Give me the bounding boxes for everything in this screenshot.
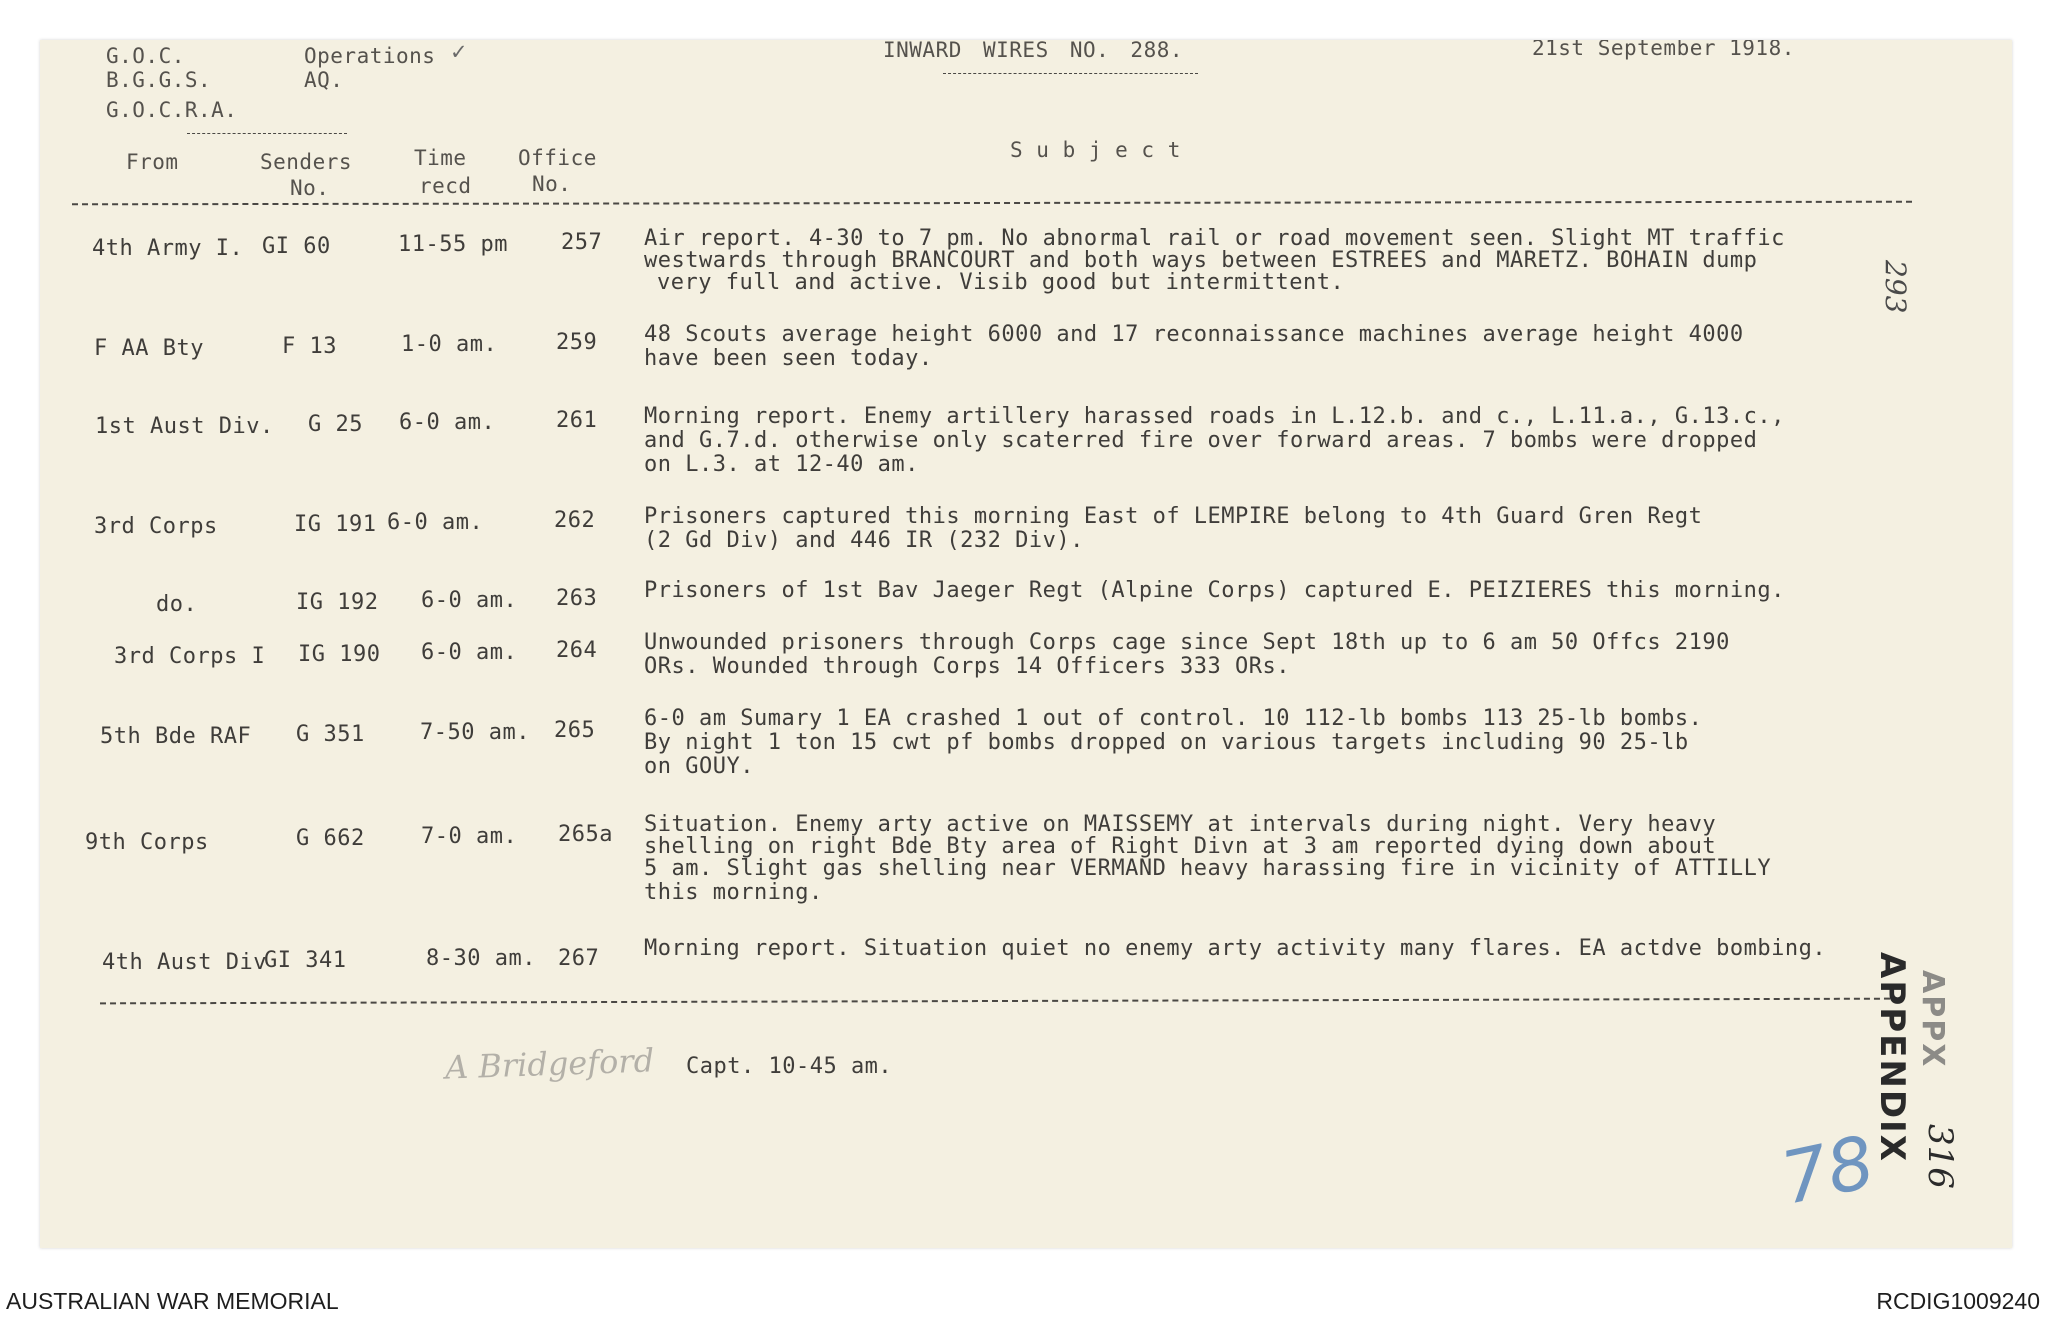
office-no-cell: 259 — [556, 330, 598, 355]
from-cell: do. — [156, 592, 198, 617]
senders-no-cell: G 351 — [296, 722, 365, 747]
from-cell: 9th Corps — [85, 830, 209, 855]
subject-line: Prisoners of 1st Bav Jaeger Regt (Alpine Corps) captured E. PEIZIERES this morning. — [644, 578, 1785, 603]
subject-line: shelling on right Bde Bty area of Right Divn at 3 am reported dying down about — [644, 834, 1717, 859]
subject-line: have been seen today. — [644, 346, 933, 371]
bottom-rule — [100, 998, 1900, 1005]
column-header-from: From — [126, 150, 179, 174]
tick-mark: ✓ — [450, 40, 469, 64]
distribution-operations: Operations — [304, 44, 436, 68]
time-cell: 7-0 am. — [421, 824, 518, 849]
office-no-cell: 261 — [556, 408, 598, 433]
column-header-senders-no: No. — [290, 176, 330, 200]
subject-line: on L.3. at 12-40 am. — [644, 452, 919, 477]
senders-no-cell: GI 60 — [262, 234, 331, 259]
subject-line: this morning. — [644, 880, 823, 905]
senders-no-cell: G 25 — [308, 412, 363, 437]
time-cell: 6-0 am. — [399, 410, 496, 435]
subject-line: Morning report. Enemy artillery harassed roads in L.12.b. and c., L.11.a., G.13.c., — [644, 404, 1785, 429]
subject-line: Unwounded prisoners through Corps cage since Sept 18th up to 6 am 50 Offcs 2190 — [644, 630, 1730, 655]
subject-line: Morning report. Situation quiet no enemy arty activity many flares. EA actdve bombing. — [644, 936, 1827, 961]
time-cell: 11-55 pm — [398, 232, 508, 257]
subject-line: Prisoners captured this morning East of LEMPIRE belong to 4th Guard Gren Regt — [644, 504, 1703, 529]
senders-no-cell: IG 190 — [298, 642, 381, 667]
appendix-stamp: APPENDIX — [1872, 952, 1912, 1163]
distribution-aq: AQ. — [304, 68, 344, 92]
subject-line: By night 1 ton 15 cwt pf bombs dropped on various targets including 90 25-lb — [644, 730, 1689, 755]
signature-rank-time: Capt. 10-45 am. — [686, 1054, 893, 1079]
from-cell: 5th Bde RAF — [100, 724, 252, 749]
footer-id: RCDIG1009240 — [1876, 1288, 2040, 1314]
subject-line: very full and active. Visib good but intermittent. — [657, 270, 1345, 295]
subject-line: and G.7.d. otherwise only scaterred fire over forward areas. 7 bombs were dropped — [644, 428, 1758, 453]
subject-line: westwards through BRANCOURT and both ways between ESTREES and MARETZ. BOHAIN dump — [644, 248, 1758, 273]
subject-line: on GOUY. — [644, 754, 754, 779]
office-no-cell: 264 — [556, 638, 598, 663]
from-cell: 3rd Corps I — [114, 644, 266, 669]
subject-line: 5 am. Slight gas shelling near VERMAND heavy harassing fire in vicinity of ATTILLY — [644, 856, 1772, 881]
signature: A Bridgeford — [444, 1041, 655, 1087]
office-no-cell: 267 — [558, 946, 600, 971]
office-no-cell: 265a — [558, 822, 613, 847]
time-cell: 6-0 am. — [421, 640, 518, 665]
subject-line: 48 Scouts average height 6000 and 17 reconnaissance machines average height 4000 — [644, 322, 1744, 347]
senders-no-cell: GI 341 — [264, 948, 347, 973]
column-header-time: Time — [414, 146, 467, 170]
senders-no-cell: IG 191 — [294, 512, 377, 537]
header-rule — [72, 201, 1912, 206]
page-title: INWARD WIRES NO. 288. — [883, 40, 1184, 62]
office-no-cell: 257 — [561, 230, 603, 255]
office-no-cell: 265 — [554, 718, 596, 743]
document-page — [40, 40, 2012, 1248]
distribution-gocra: G.O.C.R.A. — [106, 98, 238, 122]
document-date: 21st September 1918. — [1532, 40, 1795, 60]
appendix-stamp-ghost: APPX — [1915, 970, 1950, 1069]
senders-no-cell: IG 192 — [296, 590, 379, 615]
office-no-cell: 263 — [556, 586, 598, 611]
title-underline — [943, 73, 1198, 74]
subject-line: Air report. 4-30 to 7 pm. No abnormal rail or road movement seen. Slight MT traffic — [644, 226, 1785, 251]
subject-line: 6-0 am Sumary 1 EA crashed 1 out of control. 10 112-lb bombs 113 25-lb bombs. — [644, 706, 1703, 731]
side-page-number: 293 — [1879, 260, 1912, 314]
time-cell: 7-50 am. — [420, 720, 530, 745]
footer-source: AUSTRALIAN WAR MEMORIAL — [6, 1288, 339, 1314]
column-header-subject: S u b j e c t — [1010, 138, 1181, 162]
subject-line: Situation. Enemy arty active on MAISSEMY at intervals during night. Very heavy — [644, 812, 1717, 837]
column-header-time-recd: recd — [419, 174, 472, 198]
time-cell: 6-0 am. — [387, 510, 484, 535]
from-cell: 3rd Corps — [94, 514, 218, 539]
office-no-cell: 262 — [554, 508, 596, 533]
subject-line: (2 Gd Div) and 446 IR (232 Div). — [644, 528, 1084, 553]
handwritten-number: 316 — [1920, 1124, 1960, 1189]
time-cell: 8-30 am. — [426, 946, 536, 971]
column-header-office: Office — [518, 146, 597, 170]
distribution-goc: G.O.C. — [106, 44, 185, 68]
from-cell: 4th Aust Div — [102, 950, 267, 975]
column-header-office-no: No. — [532, 172, 572, 196]
from-cell: F AA Bty — [94, 336, 204, 361]
time-cell: 6-0 am. — [421, 588, 518, 613]
distribution-underline — [187, 133, 347, 134]
senders-no-cell: F 13 — [282, 334, 337, 359]
from-cell: 4th Army I. — [92, 236, 244, 261]
distribution-bggs: B.G.G.S. — [106, 68, 212, 92]
from-cell: 1st Aust Div. — [95, 414, 274, 439]
blue-pencil-number: 78 — [1774, 1119, 1882, 1221]
time-cell: 1-0 am. — [401, 332, 498, 357]
column-header-senders: Senders — [260, 150, 353, 174]
senders-no-cell: G 662 — [296, 826, 365, 851]
subject-line: ORs. Wounded through Corps 14 Officers 333 ORs. — [644, 654, 1291, 679]
